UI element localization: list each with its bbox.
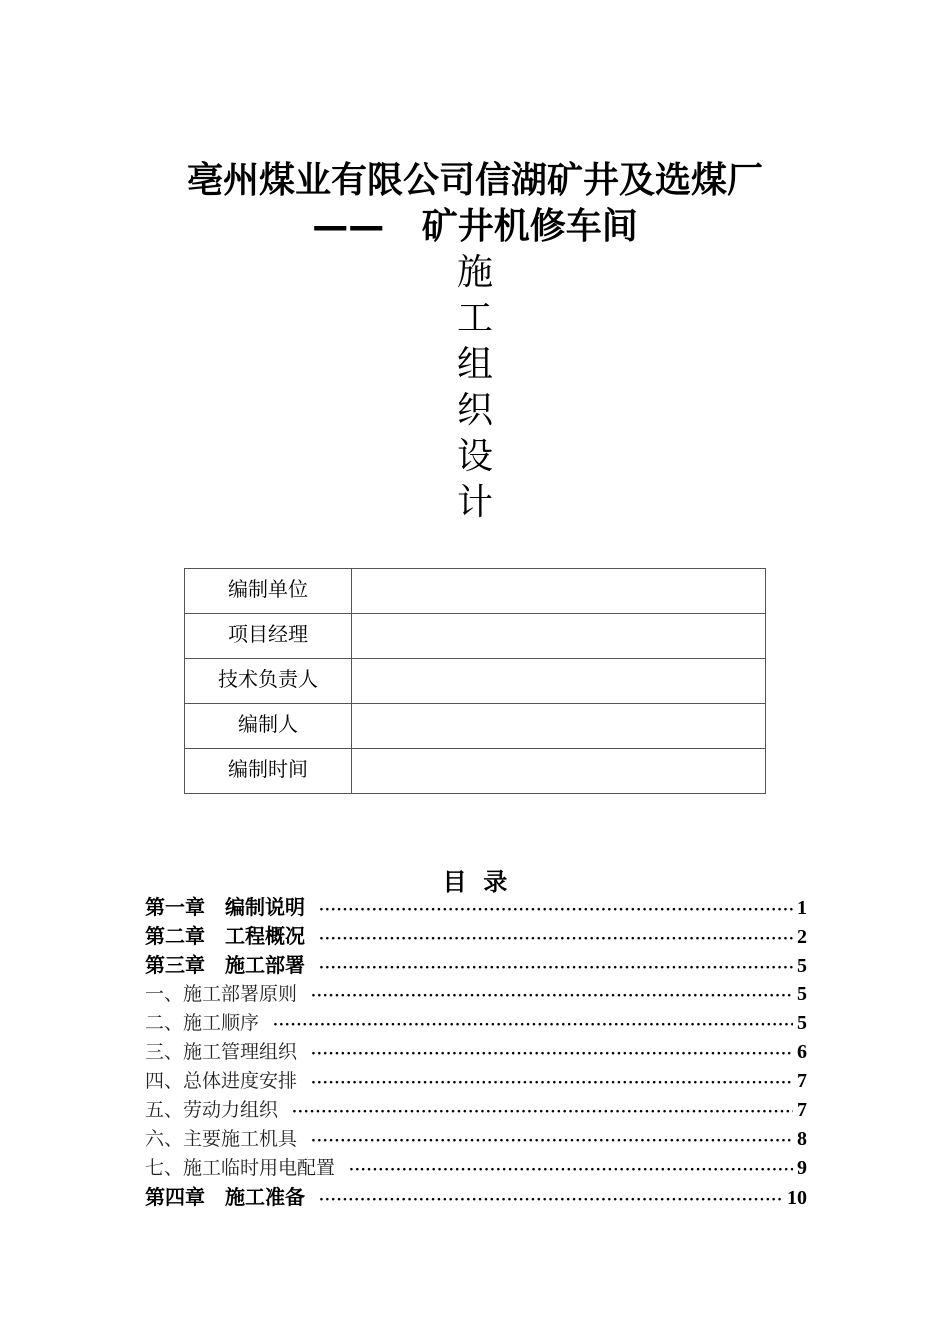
vertical-title-char: 设 bbox=[456, 436, 493, 477]
row-value bbox=[352, 659, 766, 704]
toc-entry-page: 9 bbox=[797, 1157, 807, 1179]
toc-entry-title: 一、施工部署原则 bbox=[145, 983, 298, 1005]
toc-entry[interactable] bbox=[145, 1067, 807, 1096]
toc-entry-title: 第一章 编制说明 bbox=[145, 895, 305, 919]
row-label: 编制时间 bbox=[185, 749, 352, 794]
toc-leader-dots bbox=[319, 925, 793, 954]
toc-entry[interactable] bbox=[145, 1009, 807, 1038]
toc-leader-dots bbox=[311, 1127, 793, 1156]
vertical-title-char: 织 bbox=[456, 390, 493, 431]
toc-entry-title: 四、总体进度安排 bbox=[145, 1070, 298, 1092]
cover-title bbox=[0, 158, 950, 526]
toc-entry-page: 5 bbox=[797, 1012, 807, 1034]
row-label: 项目经理 bbox=[185, 614, 352, 659]
toc-entry[interactable] bbox=[145, 1154, 807, 1183]
table-of-contents bbox=[145, 893, 807, 1212]
toc-leader-dots bbox=[319, 896, 793, 925]
toc-entry[interactable] bbox=[145, 1038, 807, 1067]
table-row bbox=[185, 749, 766, 794]
toc-leader-dots bbox=[292, 1098, 793, 1127]
toc-leader-dots bbox=[311, 1069, 793, 1098]
vertical-title-char: 组 bbox=[456, 344, 493, 385]
row-label: 技术负责人 bbox=[185, 659, 352, 704]
table-row bbox=[185, 704, 766, 749]
toc-leader-dots bbox=[349, 1156, 793, 1185]
toc-entry-title: 三、施工管理组织 bbox=[145, 1041, 298, 1063]
toc-entry-page: 5 bbox=[797, 983, 807, 1005]
toc-entry-page: 1 bbox=[797, 897, 807, 919]
row-value bbox=[352, 614, 766, 659]
toc-entry-page: 2 bbox=[797, 926, 807, 948]
toc-entry[interactable] bbox=[145, 922, 807, 951]
table-row bbox=[185, 569, 766, 614]
row-label: 编制单位 bbox=[185, 569, 352, 614]
row-value bbox=[352, 569, 766, 614]
vertical-title-char: 计 bbox=[456, 482, 493, 523]
toc-leader-dots bbox=[273, 1011, 793, 1040]
toc-heading: 目 录 bbox=[442, 868, 508, 896]
toc-entry-title: 二、施工顺序 bbox=[145, 1012, 260, 1034]
toc-entry-title: 第三章 施工部署 bbox=[145, 953, 305, 977]
toc-leader-dots bbox=[311, 982, 793, 1011]
row-label: 编制人 bbox=[185, 704, 352, 749]
toc-entry-page: 6 bbox=[797, 1041, 807, 1063]
toc-entry[interactable] bbox=[145, 1183, 807, 1212]
toc-entry-title: 第四章 施工准备 bbox=[145, 1185, 305, 1209]
toc-entry-page: 8 bbox=[797, 1128, 807, 1150]
toc-leader-dots bbox=[319, 954, 793, 983]
toc-entry-title: 第二章 工程概况 bbox=[145, 924, 305, 948]
toc-entry-page: 7 bbox=[797, 1070, 807, 1092]
title-line-2: —— 矿井机修车间 bbox=[312, 206, 638, 247]
toc-entry-title: 六、主要施工机具 bbox=[145, 1128, 298, 1150]
row-value bbox=[352, 704, 766, 749]
table-row bbox=[185, 614, 766, 659]
toc-entry-page: 10 bbox=[787, 1187, 807, 1209]
toc-entry-title: 五、劳动力组织 bbox=[145, 1099, 279, 1121]
row-value bbox=[352, 749, 766, 794]
toc-entry[interactable] bbox=[145, 1096, 807, 1125]
toc-entry-page: 7 bbox=[797, 1099, 807, 1121]
vertical-title-char: 工 bbox=[456, 298, 493, 339]
toc-entry[interactable] bbox=[145, 1125, 807, 1154]
toc-entry[interactable] bbox=[145, 980, 807, 1009]
toc-entry-page: 5 bbox=[797, 955, 807, 977]
title-line-1: 亳州煤业有限公司信湖矿井及选煤厂 bbox=[186, 160, 763, 201]
info-table bbox=[184, 568, 766, 794]
toc-entry[interactable] bbox=[145, 951, 807, 980]
toc-leader-dots bbox=[319, 1186, 783, 1215]
toc-leader-dots bbox=[311, 1040, 793, 1069]
vertical-title-char: 施 bbox=[456, 252, 493, 293]
toc-entry-title: 七、施工临时用电配置 bbox=[145, 1157, 336, 1179]
table-row bbox=[185, 659, 766, 704]
toc-entry[interactable] bbox=[145, 893, 807, 922]
